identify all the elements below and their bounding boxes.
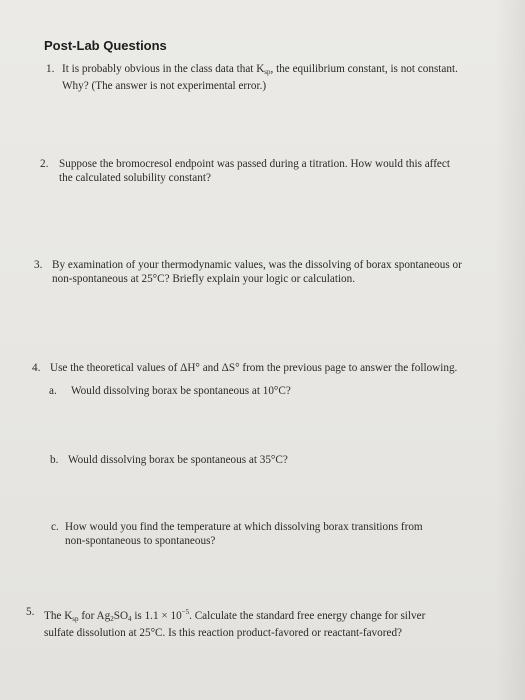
page-shadow <box>495 0 525 700</box>
question-2 <box>40 157 490 187</box>
question-line: Use the theoretical values of ΔH° and ΔS° from the previous page to answer the following. <box>50 362 458 374</box>
question-number: 1. <box>46 63 55 75</box>
question-text <box>44 605 425 640</box>
part-letter: c. <box>51 521 59 533</box>
question-4c <box>51 520 491 550</box>
part-text: Would dissolving borax be spontaneous at 10°C? <box>71 385 291 397</box>
question-line: It is probably obvious in the class data that $K_{sp}$, the equilibrium constant, is not constant. <box>62 63 458 76</box>
question-line: Suppose the bromocresol endpoint was passed during a titration. How would this affect <box>59 158 450 170</box>
question-4b <box>50 453 470 469</box>
question-5 <box>26 605 506 639</box>
question-text <box>62 62 458 93</box>
question-line: Why? (The answer is not experimental error.) <box>62 80 267 92</box>
question-3 <box>34 258 494 288</box>
question-4a <box>49 384 469 400</box>
question-line: The $K_{sp}$ for $Ag_2SO_4$ is $1.1 \times 10^{-5}$. Calculate the standard free energy change for silver <box>44 608 426 623</box>
part-text: How would you find the temperature at which dissolving borax transitions from non-spontaneous to spontaneous? <box>65 521 423 547</box>
question-4 <box>32 361 502 377</box>
page-title: Post-Lab Questions <box>44 38 167 53</box>
question-number: 5. <box>26 606 35 618</box>
question-text <box>52 258 462 286</box>
question-line: sulfate dissolution at 25°C. Is this reaction product-favored or reactant-favored? <box>44 627 402 639</box>
question-1 <box>46 62 486 92</box>
question-line: the calculated solubility constant? <box>59 172 211 184</box>
question-text <box>59 157 450 185</box>
question-number: 4. <box>32 362 41 374</box>
part-text: Would dissolving borax be spontaneous at 35°C? <box>68 454 288 466</box>
question-line: non-spontaneous at 25°C? Briefly explain your logic or calculation. <box>52 273 356 285</box>
question-number: 3. <box>34 259 43 271</box>
question-line: By examination of your thermodynamic values, was the dissolving of borax spontaneous or <box>52 259 462 271</box>
question-number: 2. <box>40 158 49 170</box>
part-letter: a. <box>49 385 57 397</box>
part-letter: b. <box>50 454 59 466</box>
question-text <box>50 361 457 375</box>
